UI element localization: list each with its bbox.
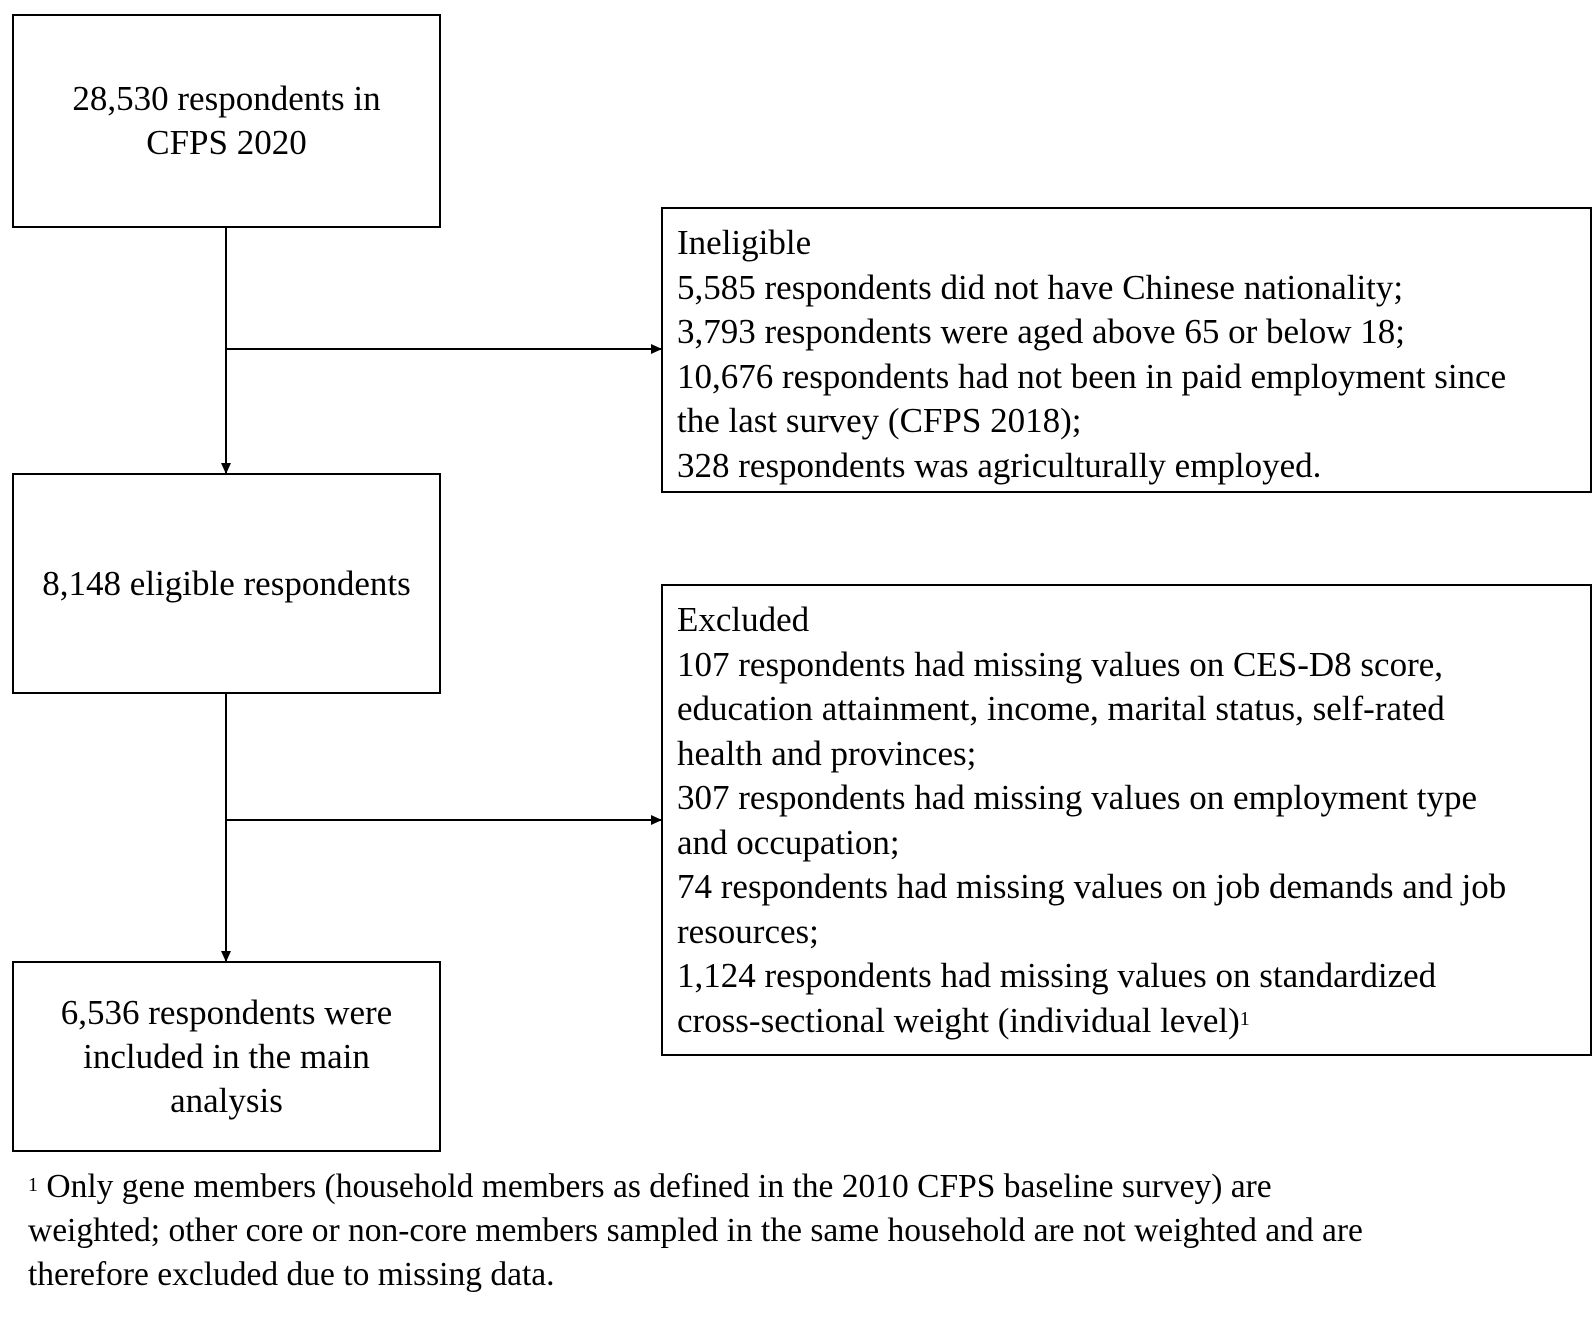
excluded-line: 1,124 respondents had missing values on standardized [677,956,1437,995]
ineligible-line: 3,793 respondents were aged above 65 or below 18; [677,312,1405,351]
eligible-respondents-box [12,473,441,694]
excluded-line: 307 respondents had missing values on employment type [677,778,1478,817]
footnote-text: Only gene members (household members as defined in the 2010 CFPS baseline survey) are [46,1168,1272,1205]
total-respondents-box [12,14,441,228]
excluded-line: health and provinces; [677,733,977,773]
footnote-line: weighted; other core or non-core members sampled in the same household are not weighted and are [28,1212,1363,1249]
excluded-footnote-marker: 1 [1239,1007,1250,1030]
included-respondents-box [12,961,441,1152]
ineligible-line: 5,585 respondents did not have Chinese nationality; [677,267,1404,307]
excluded-heading: Excluded [677,600,810,639]
footnote-line: therefore excluded due to missing data. [28,1256,555,1293]
excluded-line: 107 respondents had missing values on CES-D8 score, [677,644,1444,684]
ineligible-line: 328 respondents was agriculturally employed. [677,445,1322,485]
footnote [28,1165,1568,1297]
footnote-marker: 1 [28,1174,38,1196]
eligible-respondents-line: 8,148 eligible respondents [42,563,411,603]
excluded-line: resources; [677,911,819,951]
ineligible-heading: Ineligible [677,223,812,262]
ineligible-line: 10,676 respondents had not been in paid employment since [677,356,1507,396]
ineligible-line: the last survey (CFPS 2018); [677,401,1082,440]
excluded-line-last [677,999,1576,1044]
total-respondents-line: CFPS 2020 [146,123,307,162]
included-respondents-line: 6,536 respondents were [60,992,393,1032]
excluded-line: and occupation; [677,822,900,862]
footnote-line [28,1165,1568,1209]
excluded-line-text: cross-sectional weight (individual level) [677,1000,1240,1040]
included-respondents-line: included in the main [83,1036,370,1076]
total-respondents-line: 28,530 respondents in [72,79,381,118]
ineligible-box [661,207,1592,493]
excluded-box [661,584,1592,1056]
excluded-line: 74 respondents had missing values on job demands and job [677,867,1507,906]
excluded-line: education attainment, income, marital status, self-rated [677,689,1445,728]
included-respondents-line: analysis [170,1080,283,1120]
